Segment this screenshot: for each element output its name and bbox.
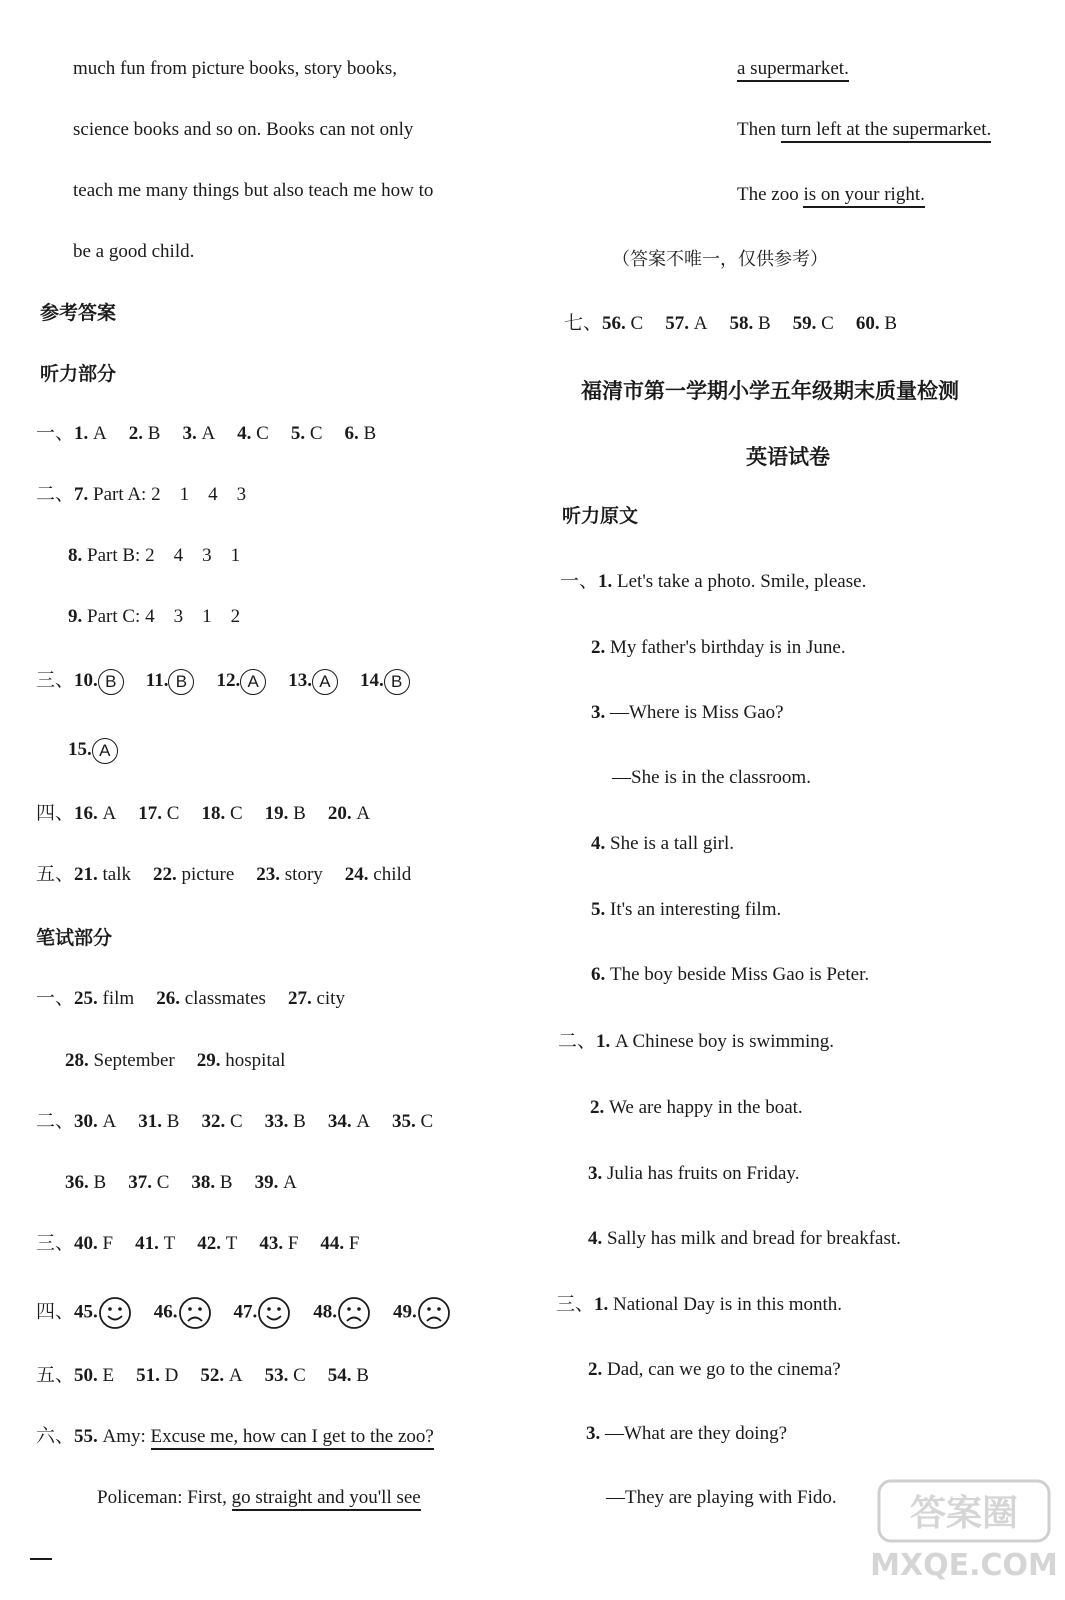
transcript-line — [588, 1357, 841, 1383]
item-answer: F — [287, 1233, 299, 1254]
transcript-text: —She is in the classroom. — [612, 767, 811, 788]
margin-mark — [30, 1558, 52, 1560]
item-number: 50. — [74, 1365, 98, 1386]
item-number: 30. — [74, 1111, 98, 1132]
item-answer: A — [356, 803, 371, 824]
dialogue-continuation — [737, 182, 925, 208]
item-answer: A — [201, 423, 216, 444]
item-answer: talk — [102, 864, 132, 885]
circled-answer: B — [384, 669, 410, 695]
item-number: 46. — [153, 1301, 178, 1323]
item-answer: A — [228, 1365, 243, 1386]
item-answer: B — [356, 1365, 369, 1386]
transcript-line — [606, 1485, 837, 1511]
transcript-line — [591, 897, 781, 923]
item-answer: B — [147, 423, 161, 444]
item-number: 1. — [596, 1031, 611, 1052]
item-number: 49. — [393, 1301, 417, 1323]
item-number: 52. — [200, 1365, 225, 1386]
transcript-text: Sally has milk and bread for breakfast. — [607, 1228, 901, 1249]
sad-face-icon — [178, 1296, 212, 1330]
item-number: 12. — [216, 670, 241, 691]
transcript-text: Dad, can we go to the cinema? — [607, 1359, 841, 1380]
transcript-text: National Day is in this month. — [613, 1294, 843, 1315]
answer-row — [68, 737, 118, 764]
item-number: 2. — [128, 423, 143, 444]
item-answer: picture — [181, 864, 235, 885]
item-answer: A — [356, 1111, 371, 1132]
transcript-line — [591, 962, 869, 988]
transcript-text: It's an interesting film. — [610, 899, 782, 920]
item-answer: child — [373, 864, 412, 885]
underlined-answer: is on your right. — [803, 184, 924, 208]
item-number: 22. — [153, 864, 177, 885]
item-answer: B — [293, 1111, 306, 1132]
item-answer: C — [309, 423, 323, 444]
part-values: 4 3 1 2 — [145, 606, 241, 627]
part-label: Part B: — [87, 545, 141, 566]
item-number: 6. — [591, 964, 606, 985]
item-number: 4. — [237, 423, 252, 444]
answer-row — [68, 604, 240, 630]
section-prefix: 七、 — [564, 313, 603, 334]
transcript-text: —Where is Miss Gao? — [610, 702, 784, 723]
answer-row — [36, 862, 411, 888]
part-values: 2 4 3 1 — [145, 545, 241, 566]
item-answer: A — [93, 423, 107, 444]
item-number: 43. — [259, 1233, 284, 1254]
answer-row — [36, 1231, 359, 1257]
item-number: 56. — [602, 313, 626, 334]
item-number: 23. — [256, 864, 281, 885]
section-prefix: 一、 — [36, 988, 75, 1009]
answer-row — [65, 1048, 285, 1074]
transcript-text: Let's take a photo. Smile, please. — [617, 571, 867, 592]
item-answer: city — [316, 988, 345, 1009]
item-number: 36. — [65, 1172, 89, 1193]
circled-answer: B — [98, 669, 124, 695]
item-number: 29. — [196, 1050, 221, 1071]
smile-face-icon — [98, 1296, 132, 1330]
item-answer: B — [93, 1172, 107, 1193]
item-answer: C — [256, 423, 269, 444]
sad-face-icon — [417, 1296, 451, 1330]
item-number: 51. — [136, 1365, 160, 1386]
answer-row — [36, 1296, 451, 1330]
smile-face-icon — [257, 1296, 291, 1330]
item-number: 44. — [320, 1233, 345, 1254]
item-number: 57. — [665, 313, 689, 334]
section-prefix: 四、 — [36, 1301, 75, 1323]
item-answer: C — [166, 803, 180, 824]
transcript-line — [590, 1095, 803, 1121]
underlined-answer: a supermarket. — [737, 58, 849, 82]
item-number: 18. — [201, 803, 226, 824]
plain-text: Then — [737, 119, 781, 140]
plain-text: The zoo — [737, 184, 804, 205]
item-answer: F — [102, 1233, 114, 1254]
part-values: 2 1 4 3 — [151, 484, 247, 505]
watermark-logo — [869, 1477, 1059, 1592]
item-number: 2. — [591, 637, 606, 658]
item-answer: C — [821, 313, 834, 334]
answer-row — [36, 1109, 433, 1135]
item-number: 9. — [68, 606, 83, 627]
transcript-line — [558, 1029, 834, 1055]
item-number: 19. — [264, 803, 289, 824]
item-number: 11. — [145, 670, 169, 691]
item-number: 20. — [327, 803, 352, 824]
essay-line: teach me many things but also teach me how to — [73, 180, 434, 201]
item-answer: C — [229, 1111, 243, 1132]
item-answer: film — [102, 988, 135, 1009]
item-answer: A — [693, 313, 708, 334]
item-answer: September — [93, 1050, 175, 1071]
item-number: 6. — [344, 423, 359, 444]
circled-answer: A — [92, 738, 118, 764]
answer-row — [36, 421, 376, 447]
item-number: 17. — [138, 803, 162, 824]
item-answer: A — [102, 1111, 117, 1132]
underlined-answer: turn left at the supermarket. — [781, 119, 992, 143]
item-number: 45. — [74, 1301, 98, 1323]
item-answer: B — [884, 313, 897, 334]
part-label: Part A: — [93, 484, 147, 505]
svg-text:答案圈: 答案圈 — [909, 1493, 1019, 1534]
item-number: 5. — [591, 899, 606, 920]
section-prefix: 二、 — [36, 484, 75, 505]
underlined-answer: Excuse me, how can I get to the zoo? — [151, 1426, 434, 1450]
exam-title: 福清市第一学期小学五年级期末质量检测 — [581, 379, 959, 403]
essay-line: be a good child. — [73, 241, 195, 262]
item-number: 53. — [264, 1365, 289, 1386]
item-answer: B — [363, 423, 377, 444]
item-number: 34. — [327, 1111, 352, 1132]
item-answer: T — [225, 1233, 238, 1254]
item-number: 59. — [792, 313, 817, 334]
answer-row — [36, 1363, 369, 1389]
item-number: 33. — [264, 1111, 289, 1132]
transcript-text: —They are playing with Fido. — [606, 1487, 837, 1508]
transcript-line — [612, 765, 811, 791]
section-prefix: 二、 — [558, 1031, 597, 1052]
item-number: 3. — [182, 423, 197, 444]
item-number: 1. — [598, 571, 613, 592]
item-answer: C — [156, 1172, 170, 1193]
dialogue-continuation — [737, 56, 849, 82]
transcript-text: A Chinese boy is swimming. — [615, 1031, 835, 1052]
transcript-text: The boy beside Miss Gao is Peter. — [610, 964, 870, 985]
item-number: 32. — [201, 1111, 226, 1132]
item-number: 1. — [74, 423, 89, 444]
item-number: 60. — [855, 313, 880, 334]
answer-row — [36, 668, 410, 695]
speaker-label: Policeman: First, — [97, 1487, 227, 1508]
item-number: 21. — [74, 864, 98, 885]
item-number: 16. — [74, 803, 98, 824]
item-number: 24. — [344, 864, 369, 885]
transcript-line — [591, 635, 846, 661]
item-number: 3. — [591, 702, 606, 723]
item-answer: D — [164, 1365, 179, 1386]
section-prefix: 五、 — [36, 864, 75, 885]
circled-answer: A — [240, 669, 266, 695]
item-answer: F — [348, 1233, 360, 1254]
answer-row — [36, 986, 345, 1012]
item-number: 35. — [392, 1111, 416, 1132]
item-number: 39. — [254, 1172, 279, 1193]
item-answer: T — [163, 1233, 176, 1254]
item-answer: B — [293, 803, 306, 824]
watermark-icon — [869, 1477, 1059, 1587]
item-answer: B — [219, 1172, 233, 1193]
transcript-text: She is a tall girl. — [610, 833, 735, 854]
item-number: 15. — [68, 739, 92, 760]
item-number: 58. — [729, 313, 754, 334]
dialogue-row — [97, 1485, 421, 1511]
item-answer: C — [293, 1365, 306, 1386]
section-prefix: 六、 — [36, 1426, 75, 1447]
item-answer: A — [102, 803, 117, 824]
transcript-line — [560, 569, 866, 595]
transcript-line — [556, 1292, 842, 1318]
answer-row — [564, 311, 897, 337]
transcript-text: —What are they doing? — [605, 1423, 788, 1444]
speaker-label: Amy: — [102, 1426, 146, 1447]
item-answer: hospital — [225, 1050, 286, 1071]
item-number: 55. — [74, 1426, 98, 1447]
item-number: 54. — [327, 1365, 352, 1386]
dialogue-continuation — [737, 117, 991, 143]
item-answer: B — [166, 1111, 180, 1132]
item-answer: classmates — [184, 988, 266, 1009]
answer-note: （答案不唯一，仅供参考） — [612, 249, 828, 270]
item-number: 2. — [588, 1359, 603, 1380]
item-number: 3. — [588, 1163, 603, 1184]
circled-answer: B — [168, 669, 194, 695]
dialogue-row — [36, 1424, 434, 1450]
answer-row — [36, 801, 370, 827]
item-number: 28. — [65, 1050, 89, 1071]
item-number: 4. — [591, 833, 606, 854]
section-prefix: 三、 — [36, 670, 75, 691]
item-number: 25. — [74, 988, 98, 1009]
part-label: Part C: — [87, 606, 141, 627]
item-answer: A — [283, 1172, 297, 1193]
exam-subtitle: 英语试卷 — [746, 445, 830, 469]
transcript-line — [591, 700, 784, 726]
item-number: 27. — [287, 988, 312, 1009]
listening-heading: 听力部分 — [40, 363, 117, 385]
item-answer: B — [757, 313, 771, 334]
svg-text:MXQE.COM: MXQE.COM — [870, 1548, 1058, 1583]
underlined-answer: go straight and you'll see — [232, 1487, 421, 1511]
transcript-line — [586, 1421, 787, 1447]
item-number: 26. — [156, 988, 180, 1009]
section-prefix: 四、 — [36, 803, 75, 824]
item-number: 48. — [313, 1301, 338, 1323]
item-number: 40. — [74, 1233, 98, 1254]
item-number: 2. — [590, 1097, 605, 1118]
item-answer: story — [284, 864, 323, 885]
section-prefix: 三、 — [556, 1294, 595, 1315]
sad-face-icon — [337, 1296, 371, 1330]
item-answer: C — [229, 803, 243, 824]
item-number: 7. — [74, 484, 89, 505]
transcript-line — [588, 1161, 799, 1187]
item-number: 3. — [586, 1423, 601, 1444]
item-number: 5. — [290, 423, 306, 444]
transcript-line — [591, 831, 734, 857]
transcript-heading: 听力原文 — [562, 505, 639, 527]
item-number: 47. — [233, 1301, 258, 1323]
item-number: 13. — [288, 670, 312, 691]
transcript-line — [588, 1226, 901, 1252]
transcript-text: Julia has fruits on Friday. — [607, 1163, 800, 1184]
item-number: 41. — [135, 1233, 159, 1254]
item-number: 8. — [68, 545, 83, 566]
answer-row — [68, 543, 240, 569]
answer-row — [65, 1170, 297, 1196]
section-prefix: 三、 — [36, 1233, 75, 1254]
item-number: 42. — [197, 1233, 221, 1254]
item-number: 37. — [128, 1172, 152, 1193]
item-number: 31. — [138, 1111, 162, 1132]
item-number: 1. — [594, 1294, 609, 1315]
item-answer: E — [102, 1365, 115, 1386]
item-number: 38. — [191, 1172, 216, 1193]
circled-answer: A — [312, 669, 338, 695]
section-prefix: 一、 — [36, 423, 75, 444]
item-number: 10. — [74, 670, 98, 691]
item-number: 14. — [359, 670, 384, 691]
transcript-text: My father's birthday is in June. — [610, 637, 846, 658]
item-answer: C — [420, 1111, 434, 1132]
section-prefix: 二、 — [36, 1111, 75, 1132]
transcript-text: We are happy in the boat. — [609, 1097, 803, 1118]
essay-line: science books and so on. Books can not only — [73, 119, 414, 140]
section-prefix: 一、 — [560, 571, 599, 592]
essay-line: much fun from picture books, story books, — [73, 58, 398, 79]
item-answer: C — [630, 313, 644, 334]
writing-heading: 笔试部分 — [36, 927, 113, 949]
item-number: 4. — [588, 1228, 603, 1249]
answers-heading: 参考答案 — [40, 302, 117, 324]
answer-row — [36, 482, 246, 508]
section-prefix: 五、 — [36, 1365, 75, 1386]
